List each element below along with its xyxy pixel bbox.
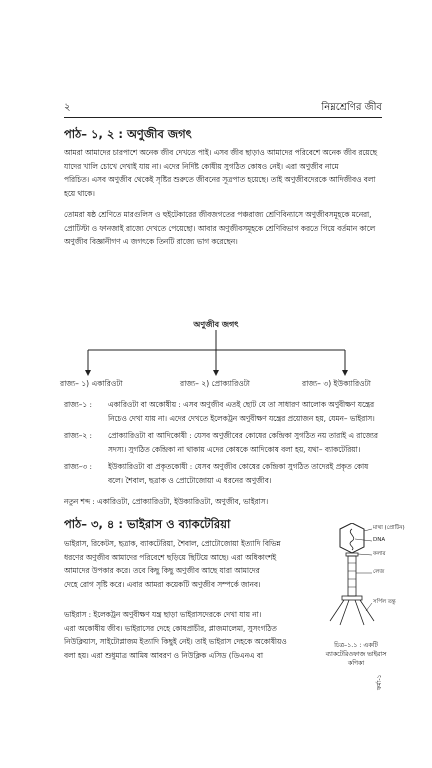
running-header (64, 100, 382, 116)
text-line: বলে। শৈবাল, ছত্রাক ও প্রোটোজোয়া এ ধরনের অণুজীব। (108, 475, 272, 485)
new-words-line: নতুন শব্দ : একারিওটা, প্রোক্যারিওটা, ইউক্যারিওটা, অণুজীব, ভাইরাস। (64, 497, 269, 506)
text-line: আমাদের উপকার করে। তবে কিছু কিছু অণুজীব আছে যারা আমাদের (64, 566, 260, 576)
tree-leaf-acaryota: রাজ্য– ১) একারিওটা (60, 379, 123, 388)
text-line: একারিওটা বা অকোষীয় : এসব অণুজীব এতই ছোট যে তা সাধারণ আলোক অণুবীক্ষণ যন্ত্রের (108, 400, 374, 409)
text-line: ইউক্যারিওটা বা প্রকৃতকোষী : যেসব অণুজীব কোষের কেন্দ্রিকা সুগঠিত তাদেরই প্রকৃত কোষ (108, 462, 369, 471)
text-line: তোমরা ষষ্ঠ শ্রেণিতে মারগুলিস ও হুইটেকারের জীবজগতের পঞ্চরাজ্য শ্রেণিবিন্যাসে অণুজীবসমূহকে মনেরা, (64, 210, 372, 219)
figure-label-head: মাথা (প্রোটিন) (373, 525, 405, 531)
section-heading-microbe-world: পাঠ– ১, ২ : অণুজীব জগৎ (64, 127, 192, 141)
section-heading-virus-bacteria: পাঠ– ৩, ৪ : ভাইরাস ও ব্যাকটেরিয়া (64, 517, 231, 531)
text-line: এরা অকোষীয় জীব। ভাইরাসের দেহে কোষপ্রাচীর, প্লাজমালেমা, সুসংগঠিত (64, 623, 277, 633)
caption-line: ব্যাকটেরিওফাজ ভাইরাস কণিকা (325, 651, 387, 667)
caption-line: চিত্র–১.১ : একটি (334, 642, 378, 649)
text-line: দেহে রোগ সৃষ্টি করে। এবার আমরা কয়েকটি অণুজীব সম্পর্কে জানব। (64, 579, 261, 589)
text-line: ভাইরাস : ইলেকট্রন অণুবীক্ষণ যন্ত্র ছাড়া ভাইরাসদেরকে দেখা যায় না। (64, 610, 262, 619)
tree-leaf-eukaryota: রাজ্য– ৩) ইউক্যারিওটা (302, 379, 371, 388)
chapter-title: নিম্নশ্রেণির জীব (321, 102, 382, 113)
text-line: অণুজীব বিজ্ঞানীগণ এ জগৎকে তিনটি রাজ্যে ভাগ করেছেন। (64, 237, 238, 247)
figure-label-tail: লেজ (373, 569, 385, 575)
figure-label-collar: কলার (373, 551, 386, 557)
kingdom-2-definition (64, 429, 382, 457)
text-line: পরিচিত। এসব অণুজীব থেকেই সৃষ্টির শুরুতে জীবনের সূত্রপাত হয়েছে। তাই অণুজীবদেরকে আদিজীবও বলা (64, 175, 376, 185)
kingdom-1-definition (64, 398, 382, 426)
figure-label-dna: DNA (373, 537, 386, 543)
text-line: প্রোটিস্টা ও ফানজাই রাজ্যে দেখতে পেয়েছো। আবার অণুজীবসমূহকে শ্রেণিবিভাগ করতে গিয়ে বর্তমান কালে (64, 223, 376, 233)
text-line: যাদের খালি চোখে দেখাই যায় না। এদের নির্দিষ্ট কোষীয় সুগঠিত কোষও নেই। এরা অণুজীব নামে (64, 161, 339, 171)
text-line: নিউক্লিয়াস, সাইটোপ্লাজম ইত্যাদি কিছুই নেই। তাই ভাইরাস দেহকে অকোষীয়ও (64, 637, 287, 647)
page-number: ২ (64, 102, 71, 113)
text-line: নিচেও দেখা যায় না। এদের দেখতে ইলেকট্রন অণুবীক্ষণ যন্ত্রের প্রয়োজন হয়, যেমন– ভাইরাস। (108, 413, 375, 423)
header-rule (64, 117, 382, 118)
text-line: আমরা আমাদের চারপাশে অনেক জীব দেখতে পাই। এসব জীব ছাড়াও আমাদের পরিবেশে অনেক জীব রয়েছে (64, 148, 377, 157)
paragraph-intro (64, 146, 382, 200)
figure-label-tail-fibers: সর্পিল তন্তু (373, 599, 396, 605)
figure-caption (318, 641, 394, 668)
kingdom-3-definition (64, 460, 382, 488)
text-line: সদস্য। সুগঠিত কেন্দ্রিকা না থাকায় এদের কোষকে আদিকোষ বলা হয়, যথা– ব্যাকটেরিয়া। (108, 444, 361, 454)
kingdom-label: রাজ্য–১ : (64, 400, 92, 409)
text-line: বলা হয়। এরা শুধুমাত্র আমিষ আবরণ ও নিউক্লিক এসিড (ডিএনএ বা (64, 650, 263, 660)
tree-leaf-prokaryota: রাজ্য– ২) প্রোক্যারিওটা (180, 379, 250, 388)
forma-side-text: ফর্মা-১ (376, 674, 383, 690)
text-line: ধরণের অণুজীব আমাদের পরিবেশে ছড়িয়ে ছিটিয়ে আছে। এরা অধিকাংশই (64, 552, 277, 562)
text-line: প্রোক্যারিওটা বা আদিকোষী : যেসব অণুজীবের কোষের কেন্দ্রিকা সুগঠিত নয় তারাই এ রাজ্যের (108, 431, 378, 440)
tree-root-label: অণুজীব জগৎ (193, 320, 239, 329)
text-line: ভাইরাস, রিকেটস, ছত্রাক, ব্যাকটেরিয়া, শৈবাল, প্রোটোজোয়া ইত্যাদি বিভিন্ন (64, 539, 281, 548)
paragraph-classification (64, 208, 382, 249)
kingdom-label: রাজ্য–২ : (64, 431, 92, 440)
paragraph-microbes (64, 537, 312, 591)
paragraph-virus (64, 608, 324, 662)
kingdom-label: রাজ্য–৩ : (64, 462, 92, 471)
text-line: হয়ে থাকে। (64, 188, 95, 198)
